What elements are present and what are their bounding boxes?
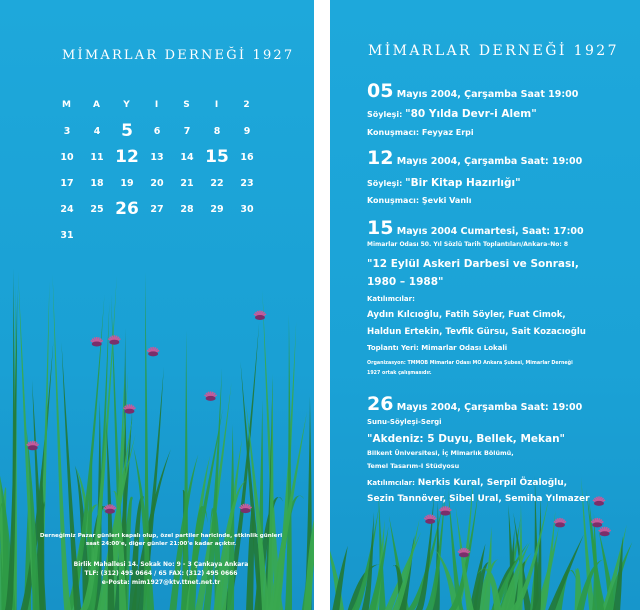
calendar-day: 6: [153, 125, 161, 137]
participants-line-1: Nerkis Kural, Serpil Özaloğlu,: [417, 478, 568, 488]
speaker-name: Feyyaz Erpi: [421, 128, 474, 137]
speaker-name: Şevki Vanlı: [421, 196, 472, 205]
event-05-topic-row: [367, 108, 537, 120]
left-title: MİMARLAR DERNEĞİ 1927: [62, 48, 295, 63]
calendar-day: 9: [243, 125, 251, 137]
right-title: MİMARLAR DERNEĞİ 1927: [368, 43, 619, 59]
event-26-topic: "Akdeniz: 5 Duyu, Bellek, Mekan": [367, 433, 566, 445]
calendar-week: [52, 170, 262, 196]
calendar-day: 16: [240, 151, 254, 163]
type-label: Söyleşi:: [367, 179, 403, 188]
calendar-week: [52, 144, 262, 170]
calendar-day: 18: [90, 177, 104, 189]
calendar-day: 25: [90, 203, 104, 215]
calendar-day: 19: [120, 177, 134, 189]
organizer-line-1: Organizasyon: TMMOB Mimarlar Odası MO Ankara Şubesi, Mimarlar Derneği: [367, 361, 573, 366]
calendar-day: 23: [240, 177, 254, 189]
calendar-day: 13: [150, 151, 164, 163]
contact-block: [36, 560, 286, 587]
calendar-day: 22: [210, 177, 224, 189]
calendar-day: 7: [183, 125, 191, 137]
event-day: 12: [367, 147, 394, 169]
event-26: [367, 393, 637, 415]
event-15-series: Mimarlar Odası 50. Yıl Sözlü Tarih Toplantıları/Ankara–No: 8: [367, 241, 569, 248]
calendar-day: 30: [240, 203, 254, 215]
institution-line-2: Temel Tasarım-I Stüdyosu: [367, 462, 460, 470]
participants-line-2: Sezin Tannöver, Sibel Ural, Semiha Yılmazer: [367, 494, 590, 504]
calendar-day: 5: [121, 121, 133, 141]
calendar-day: 27: [150, 203, 164, 215]
address: Birlik Mahallesi 14. Sokak No: 9 - 3 Çankaya Ankara: [73, 561, 249, 568]
type-label: Söyleşi:: [367, 110, 403, 119]
event-day: 15: [367, 217, 394, 239]
event-day: 26: [367, 393, 394, 415]
calendar-day: 4: [93, 125, 101, 137]
event-topic: "80 Yılda Devr-i Alem": [405, 108, 537, 120]
event-topic: "Bir Kitap Hazırlığı": [405, 177, 521, 189]
calendar-day: 3: [63, 125, 71, 137]
participants-label: Katılımcılar:: [367, 295, 415, 303]
event-12-topic-row: [367, 177, 521, 189]
calendar-day: 14: [180, 151, 194, 163]
calendar-day: 28: [180, 203, 194, 215]
hours-line-1: Derneğimiz Pazar günleri kapalı olup, özel partiler haricinde, etkinlik günleri: [39, 533, 283, 539]
speaker-label: Konuşmacı:: [367, 196, 420, 205]
weekday-label: A: [93, 100, 101, 110]
event-26-participants-row-1: [367, 478, 567, 488]
weekday-label: I: [154, 100, 160, 110]
weekday-label: I: [214, 100, 220, 110]
event-12: [367, 147, 637, 169]
page-gutter: [314, 0, 330, 610]
hours-line-2: saat 24:00'e, diğer günler 21:00'e kadar açıktır.: [85, 541, 237, 547]
calendar-day: 31: [60, 229, 74, 241]
calendar-day: [202, 222, 232, 248]
calendar-day: 11: [90, 151, 104, 163]
weekday-label: S: [183, 100, 191, 110]
calendar-day: 12: [115, 147, 139, 167]
calendar-day: 10: [60, 151, 74, 163]
event-date: Mayıs 2004, Çarşamba Saat 19:00: [396, 89, 579, 100]
email: e-Posta: mim1927@ktv.ttnet.net.tr: [101, 579, 221, 586]
weekday-label: Y: [123, 100, 131, 110]
event-05: [367, 80, 637, 102]
event-15-topic-2: 1980 – 1988": [367, 276, 444, 288]
calendar-day: [112, 222, 142, 248]
calendar-day: 21: [180, 177, 194, 189]
weekday-label: 2: [243, 100, 251, 110]
calendar-week: [52, 196, 262, 222]
event-05-speaker-row: [367, 128, 474, 137]
weekday-label: M: [62, 100, 72, 110]
calendar-day: 20: [150, 177, 164, 189]
calendar-day: 17: [60, 177, 74, 189]
calendar-day: [82, 222, 112, 248]
calendar-panel: [0, 0, 314, 610]
grass-illustration: [0, 230, 314, 610]
may-calendar: [52, 92, 262, 248]
participants-line-1: Aydın Kılcıoğlu, Fatih Söyler, Fuat Cimok,: [367, 310, 566, 320]
calendar-day: [232, 222, 262, 248]
organizer-line-2: 1927 ortak çalışmasıdır.: [367, 371, 432, 376]
event-date: Mayıs 2004 Cumartesi, Saat: 17:00: [396, 226, 584, 237]
calendar-day: 26: [115, 199, 139, 219]
calendar-week: [52, 222, 262, 248]
calendar-day: 15: [205, 147, 229, 167]
event-date: Mayıs 2004, Çarşamba Saat: 19:00: [396, 156, 583, 167]
event-date: Mayıs 2004, Çarşamba Saat: 19:00: [396, 402, 583, 413]
event-12-speaker-row: [367, 196, 472, 205]
event-26-type: Sunu-Söyleşi-Sergi: [367, 418, 442, 426]
calendar-day: [142, 222, 172, 248]
speaker-label: Konuşmacı:: [367, 128, 420, 137]
calendar-day: 29: [210, 203, 224, 215]
venue: Toplantı Yeri: Mimarlar Odası Lokali: [367, 344, 508, 352]
calendar-day: 24: [60, 203, 74, 215]
calendar-day: [172, 222, 202, 248]
event-day: 05: [367, 80, 394, 102]
calendar-day: 8: [213, 125, 221, 137]
event-15: [367, 217, 637, 239]
opening-hours-note: [36, 532, 286, 548]
participants-line-2: Haldun Ertekin, Tevfik Gürsu, Sait Kozacıoğlu: [367, 327, 586, 337]
participants-label: Katılımcılar:: [367, 479, 415, 487]
event-15-topic-1: "12 Eylül Askeri Darbesi ve Sonrası,: [367, 258, 579, 270]
institution-line-1: Bilkent Üniversitesi, İç Mimarlık Bölümü,: [367, 449, 514, 457]
weekday-header: [52, 92, 262, 118]
calendar-week: [52, 118, 262, 144]
phone-numbers: TLF: (312) 495 0664 / 65 FAX: (312) 495 0666: [84, 570, 238, 577]
